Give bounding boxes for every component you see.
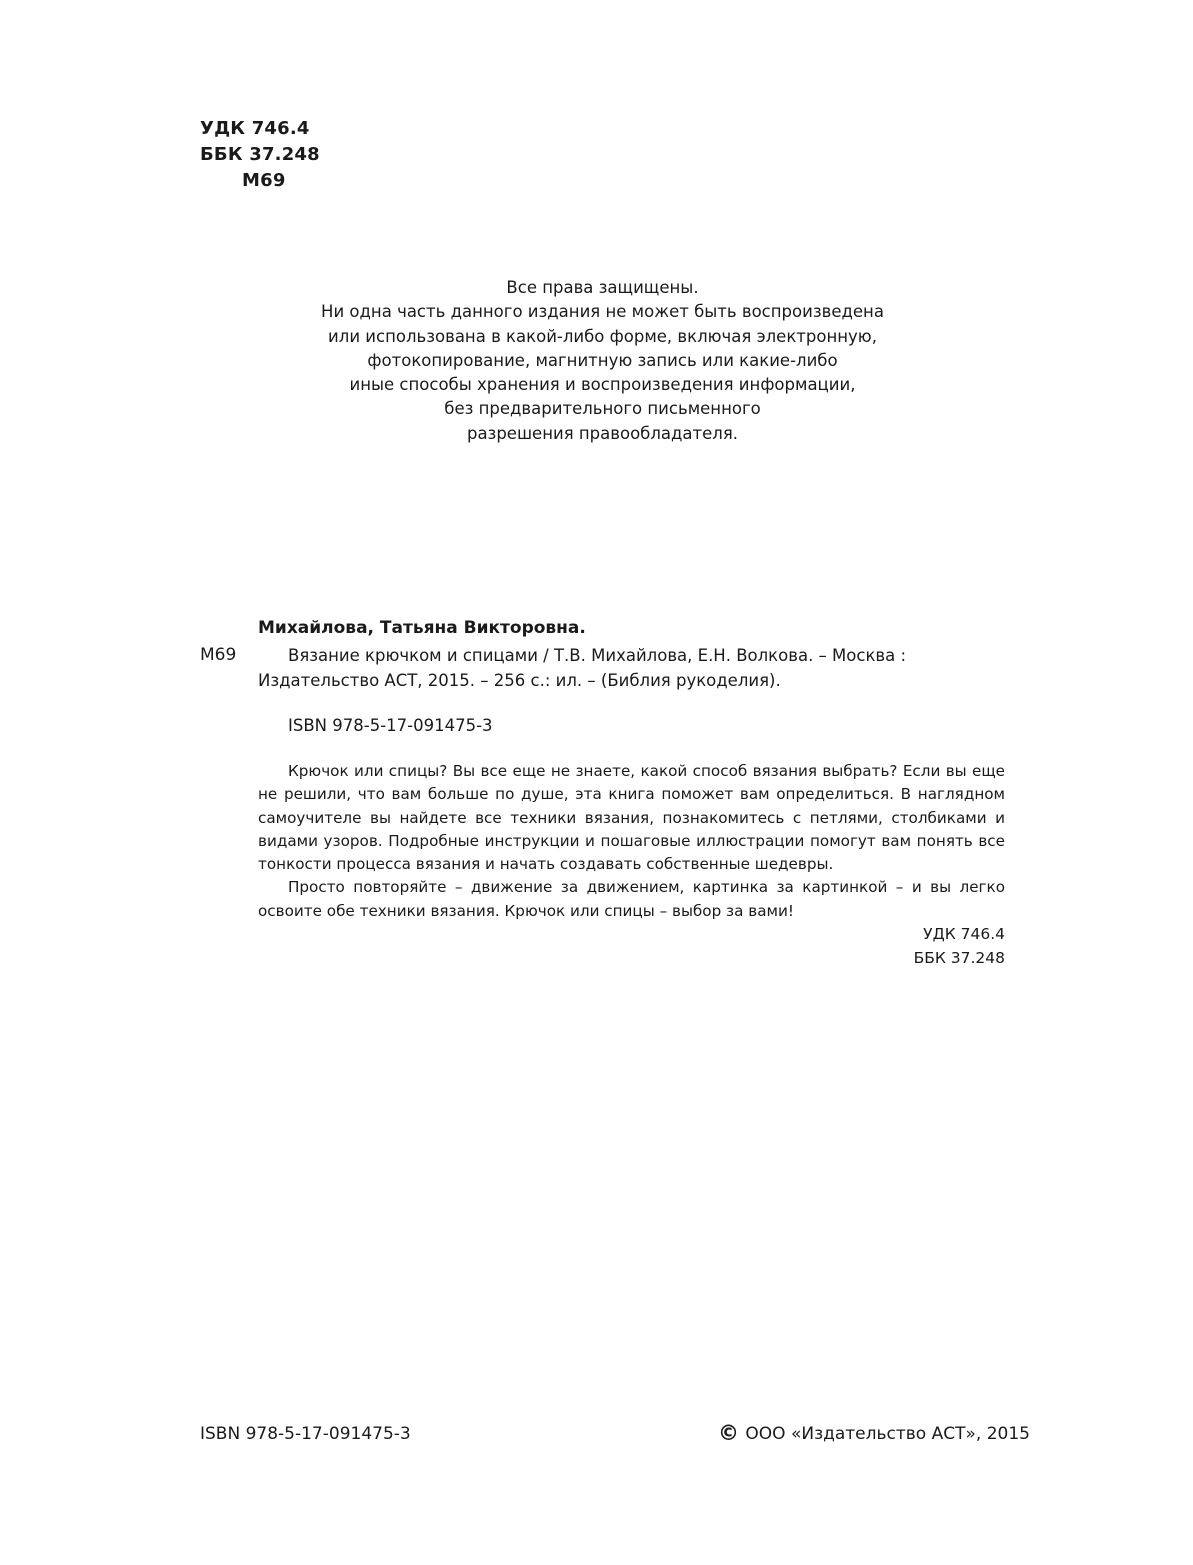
annotation [258,760,1005,923]
classification-block-bottom [870,922,1005,970]
rights-line: разрешения правообладателя. [466,423,739,443]
bibliographic-description [258,643,906,693]
rights-line: иные способы хранения и воспроизведения информации, [349,375,856,395]
bib-line: Вязание крючком и спицами / Т.В. Михайлова, Е.Н. Волкова. – Москва : [288,646,907,665]
footer-isbn: ISBN 978-5-17-091475-3 [200,1424,411,1444]
annotation-paragraph: Крючок или спицы? Вы все еще не знаете, какой способ вязания выбрать? Если вы еще не решили, что вам больше по душе, эта книга поможет вам определиться. В наглядном самоучителе вы найдете все техники вязания, познакомитесь с петлями, столбиками и видами узоров. Подробные инструкции и пошаговые иллюстрации помогут вам понять все тонкости процесса вязания и начать создавать собственные шедевры. [258,762,1005,874]
udk-code: УДК 746.4 [923,925,1005,943]
record-author: Михайлова, Татьяна Викторовна. [258,618,586,638]
footer-copyright [718,1420,1030,1447]
bbk-code: ББК 37.248 [200,144,320,165]
record-author-mark: М69 [200,645,237,665]
copyright-icon: © [718,1421,739,1445]
copyright-text: ООО «Издательство АСТ», 2015 [745,1424,1030,1444]
rights-line: фотокопирование, магнитную запись или какие-либо [367,350,838,370]
rights-line: или использована в какой-либо форме, включая электронную, [328,326,877,346]
bib-line: Издательство АСТ, 2015. – 256 с.: ил. – (Библия рукоделия). [258,671,781,690]
bbk-code: ББК 37.248 [913,949,1005,967]
rights-line: без предварительного письменного [444,399,761,419]
record-isbn: ISBN 978-5-17-091475-3 [288,716,493,735]
annotation-paragraph: Просто повторяйте – движение за движением, картинка за картинкой – и вы легко освоите обе техники вязания. Крючок или спицы – выбор за вами! [258,878,1005,920]
rights-line: Ни одна часть данного издания не может быть воспроизведена [321,302,884,322]
rights-notice [300,276,905,446]
classification-block-top [200,116,320,194]
rights-line: Все права защищены. [506,278,699,297]
udk-code: УДК 746.4 [200,118,310,139]
author-mark: М69 [242,170,286,191]
